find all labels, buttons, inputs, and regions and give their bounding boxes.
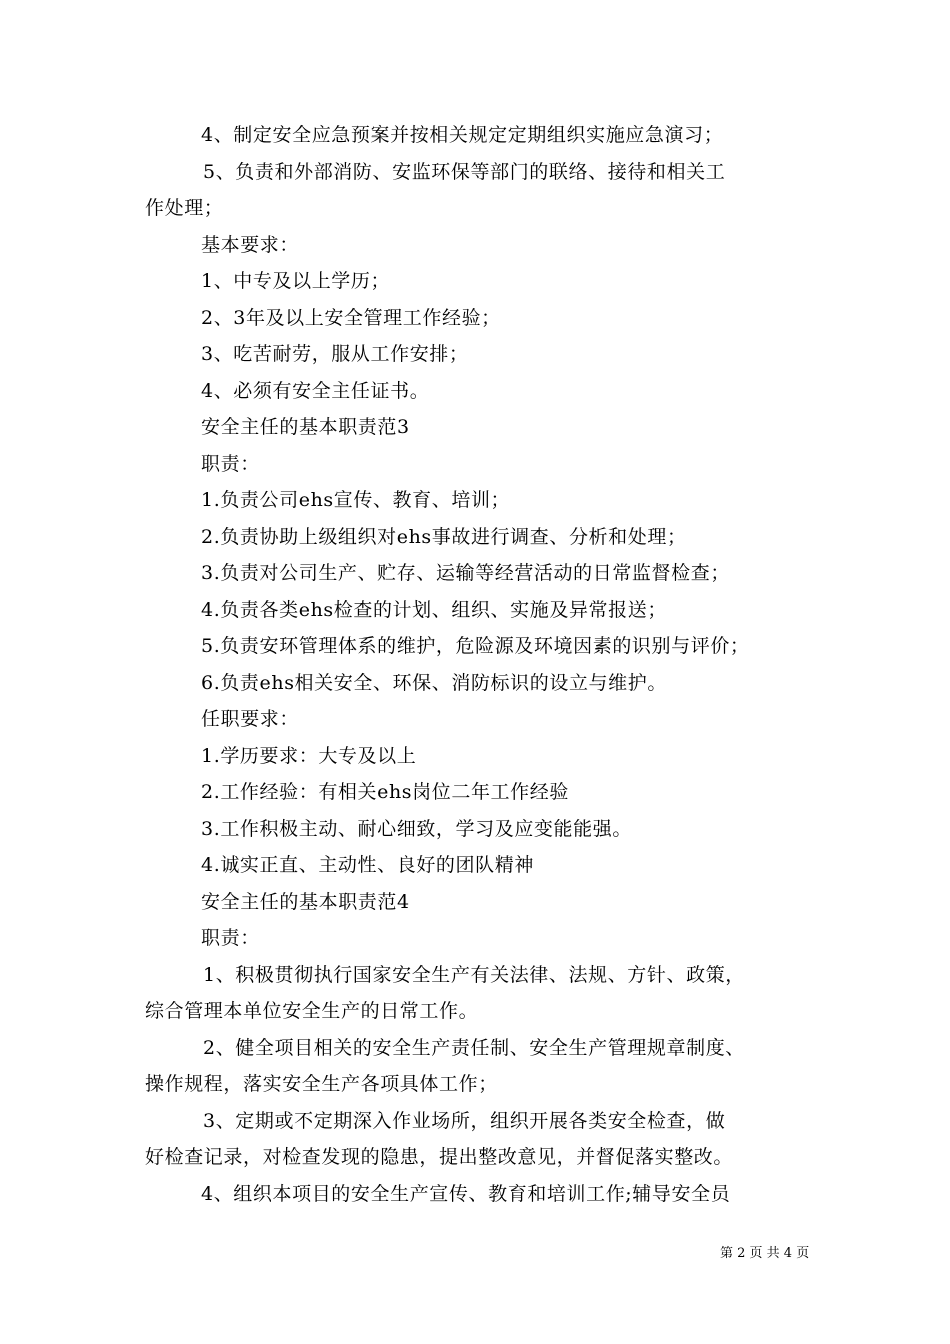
section-title: 安全主任的基本职责范4 (201, 890, 410, 913)
section-heading: 职责： (201, 927, 260, 949)
paragraph-line: 5、负责和外部消防、安监环保等部门的联络、接待和相关工 (203, 160, 726, 183)
section-title: 安全主任的基本职责范3 (201, 416, 410, 438)
list-item: 4.诚实正直、主动性、良好的团队精神 (201, 854, 534, 876)
list-item: 6.负责ehs相关安全、环保、消防标识的设立与维护。 (201, 671, 667, 694)
list-item: 3.负责对公司生产、贮存、运输等经营活动的日常监督检查； (201, 562, 730, 584)
list-item: 3.工作积极主动、耐心细致，学习及应变能能强。 (201, 817, 632, 840)
page-number-footer: 第 2 页 共 4 页 (720, 1246, 810, 1261)
section-heading: 基本要求： (201, 233, 300, 256)
section-heading: 任职要求： (201, 708, 300, 730)
list-item: 1.学历要求：大专及以上 (201, 744, 417, 767)
list-item: 4、必须有安全主任证书。 (201, 379, 430, 402)
section-heading: 职责： (201, 452, 260, 475)
list-item: 2.负责协助上级组织对ehs事故进行调查、分析和处理； (201, 525, 687, 548)
paragraph-line: 综合管理本单位安全生产的日常工作。 (145, 1000, 479, 1022)
paragraph-line: 4、制定安全应急预案并按相关规定定期组织实施应急演习； (201, 124, 724, 146)
list-item: 2.工作经验：有相关ehs岗位二年工作经验 (201, 781, 569, 803)
list-item: 2、3年及以上安全管理工作经验； (201, 306, 501, 329)
paragraph-line: 2、健全项目相关的安全生产责任制、安全生产管理规章制度、 (203, 1036, 745, 1059)
list-item: 1.负责公司ehs宣传、教育、培训； (201, 489, 511, 511)
paragraph-line: 4、组织本项目的安全生产宣传、教育和培训工作;辅导安全员 (201, 1182, 731, 1205)
list-item: 3、吃苦耐劳，服从工作安排； (201, 343, 469, 365)
paragraph-line: 3、定期或不定期深入作业场所，组织开展各类安全检查，做 (203, 1109, 726, 1132)
paragraph-line: 作处理； (145, 197, 224, 219)
document-body (145, 117, 825, 1212)
paragraph-line: 1、积极贯彻执行国家安全生产有关法律、法规、方针、政策， (203, 963, 745, 986)
list-item: 1、中专及以上学历； (201, 270, 391, 292)
list-item: 5.负责安环管理体系的维护，危险源及环境因素的识别与评价； (201, 635, 750, 657)
paragraph-line: 操作规程，落实安全生产各项具体工作； (145, 1073, 498, 1095)
list-item: 4.负责各类ehs检查的计划、组织、实施及异常报送； (201, 598, 667, 621)
paragraph-line: 好检查记录，对检查发现的隐患，提出整改意见，并督促落实整改。 (145, 1146, 734, 1168)
